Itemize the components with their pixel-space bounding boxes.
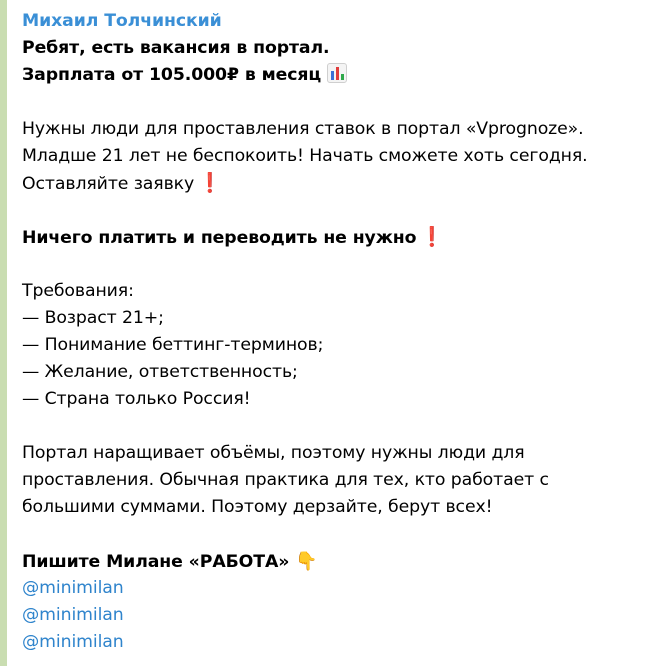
sender-name[interactable]: Михаил Толчинский [22, 11, 222, 31]
spacer [22, 89, 662, 116]
bar-chart-icon [327, 63, 347, 83]
paragraph-1-line-3 [22, 170, 662, 197]
cta-text: Пишите Милане «РАБОТА» [22, 552, 290, 572]
requirement-item: — Понимание беттинг-терминов; [22, 335, 324, 355]
pointing-down-hand-icon: 👇 [295, 551, 318, 572]
paragraph-2-line-1: Портал наращивает объёмы, поэтому нужны люди для [22, 443, 525, 463]
requirements-title: Требования: [22, 281, 134, 301]
notice-text: Ничего платить и переводить не нужно [22, 228, 417, 248]
chat-background-strip [0, 0, 7, 666]
message-content [22, 8, 662, 656]
requirement-item: — Возраст 21+; [22, 308, 164, 328]
exclamation-icon: ❗ [198, 172, 222, 194]
spacer [22, 413, 662, 440]
requirement-item: — Страна только Россия! [22, 389, 251, 409]
salary-text: Зарплата от 105.000₽ в месяц [22, 65, 322, 85]
mention-link[interactable]: @minimilan [22, 578, 124, 598]
message-line-2 [22, 62, 662, 89]
spacer [22, 251, 662, 278]
spacer [22, 521, 662, 548]
paragraph-2-line-2: проставления. Обычная практика для тех, кто работает с [22, 470, 549, 490]
paragraph-2-line-3: большими суммами. Поэтому дерзайте, берут всех! [22, 497, 493, 517]
bold-notice [22, 224, 662, 251]
mention-link[interactable]: @minimilan [22, 632, 124, 652]
apply-text: Оставляйте заявку [22, 174, 195, 194]
call-to-action [22, 548, 662, 575]
message-line-1: Ребят, есть вакансия в портал. [22, 38, 330, 58]
requirement-item: — Желание, ответственность; [22, 362, 298, 382]
mention-link[interactable]: @minimilan [22, 605, 124, 625]
spacer [22, 197, 662, 224]
message-bubble [8, 0, 667, 666]
paragraph-1-line-2: Младше 21 лет не беспокоить! Начать сможете хоть сегодня. [22, 146, 588, 166]
exclamation-icon: ❗ [420, 226, 444, 248]
paragraph-1-line-1: Нужны люди для проставления ставок в портал «Vprognoze». [22, 119, 584, 139]
